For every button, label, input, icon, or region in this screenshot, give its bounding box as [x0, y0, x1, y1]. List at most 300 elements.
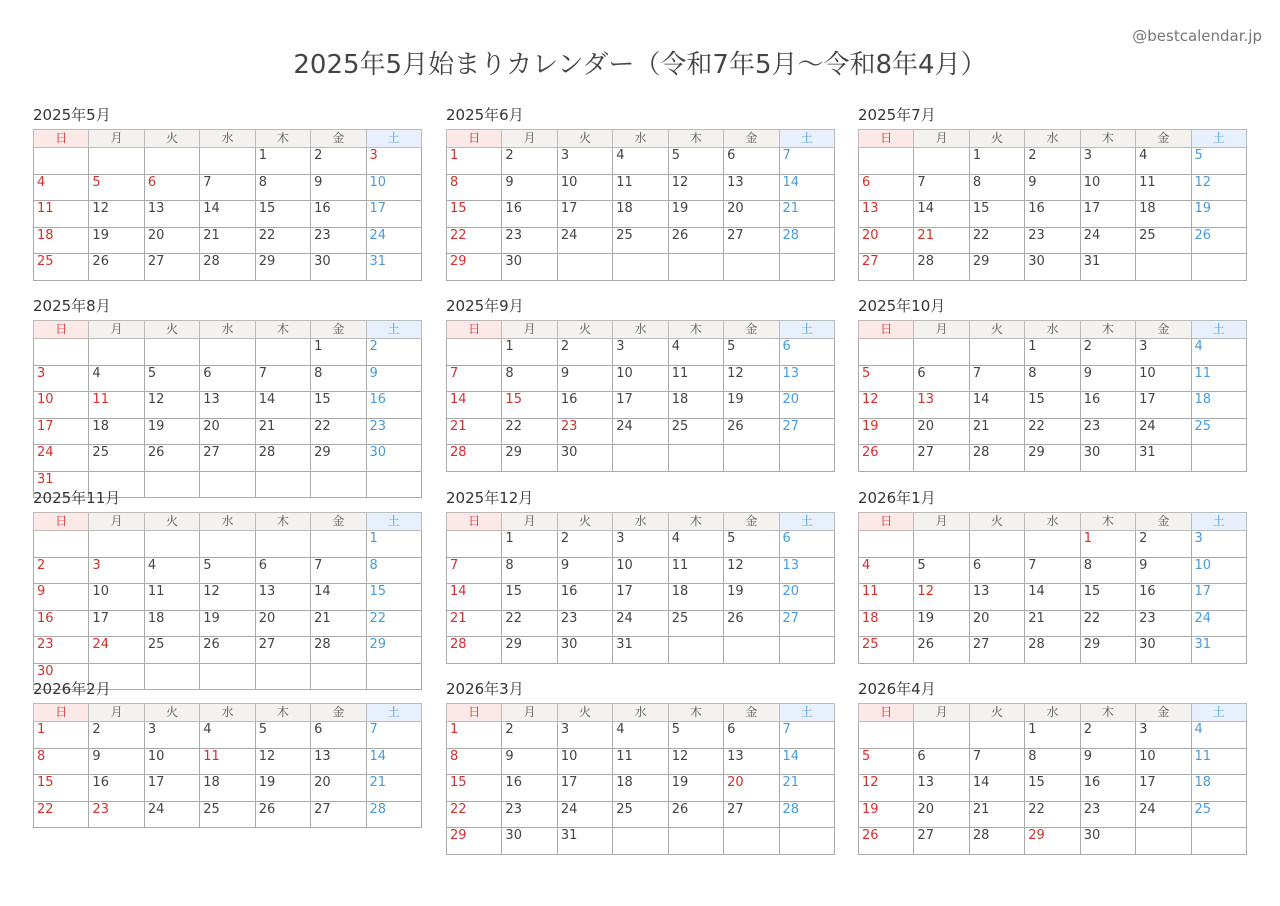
- weekday-header: 木: [668, 513, 723, 531]
- day-cell: 1: [447, 722, 502, 749]
- day-cell: 8: [34, 748, 89, 775]
- weekday-header: 木: [668, 321, 723, 339]
- day-cell: 7: [255, 365, 310, 392]
- day-cell: 12: [255, 748, 310, 775]
- day-cell: [724, 445, 779, 472]
- day-cell: 15: [366, 584, 421, 611]
- day-cell: 16: [1136, 584, 1191, 611]
- day-cell: 30: [34, 663, 89, 690]
- week-row: [447, 174, 835, 201]
- day-cell: [914, 339, 969, 366]
- weekday-header: 火: [969, 513, 1024, 531]
- week-row: [859, 531, 1247, 558]
- day-cell: 19: [668, 201, 723, 228]
- week-row: [34, 531, 422, 558]
- week-row: [34, 557, 422, 584]
- day-cell: 10: [89, 584, 144, 611]
- day-cell: 7: [447, 365, 502, 392]
- day-cell: 6: [779, 531, 834, 558]
- week-row: [859, 637, 1247, 664]
- day-cell: 11: [1191, 365, 1246, 392]
- day-cell: 4: [1191, 339, 1246, 366]
- day-cell: 13: [724, 748, 779, 775]
- day-cell: 24: [1080, 227, 1135, 254]
- day-cell: [779, 828, 834, 855]
- day-cell: 28: [779, 227, 834, 254]
- month-calendar: [33, 295, 422, 498]
- day-cell: 11: [859, 584, 914, 611]
- day-cell: 9: [34, 584, 89, 611]
- weekday-header: 日: [34, 130, 89, 148]
- day-cell: 30: [502, 254, 557, 281]
- day-cell: 10: [613, 557, 668, 584]
- weekday-header: 土: [779, 130, 834, 148]
- day-cell: [779, 445, 834, 472]
- weekday-header: 月: [502, 321, 557, 339]
- day-cell: [1191, 828, 1246, 855]
- day-cell: [859, 339, 914, 366]
- day-cell: [144, 531, 199, 558]
- day-cell: 29: [1080, 637, 1135, 664]
- day-cell: 28: [914, 254, 969, 281]
- week-row: [859, 254, 1247, 281]
- weekday-header: 土: [1191, 130, 1246, 148]
- day-cell: [724, 254, 779, 281]
- day-cell: [447, 339, 502, 366]
- day-cell: 12: [144, 392, 199, 419]
- day-cell: 5: [859, 365, 914, 392]
- day-cell: 5: [724, 531, 779, 558]
- day-cell: 9: [1025, 174, 1080, 201]
- day-cell: 9: [557, 365, 612, 392]
- month-calendar: [33, 104, 422, 281]
- day-cell: 7: [366, 722, 421, 749]
- week-row: [859, 148, 1247, 175]
- day-cell: 4: [144, 557, 199, 584]
- month-title: 2026年2月: [33, 680, 111, 698]
- day-cell: 11: [613, 174, 668, 201]
- weekday-header: 火: [557, 704, 612, 722]
- day-cell: 11: [1136, 174, 1191, 201]
- day-cell: 25: [613, 227, 668, 254]
- month-calendar: [33, 678, 422, 828]
- day-cell: 24: [366, 227, 421, 254]
- weekday-header: 日: [447, 130, 502, 148]
- day-cell: 10: [144, 748, 199, 775]
- weekday-header: 木: [255, 704, 310, 722]
- day-cell: 30: [366, 445, 421, 472]
- day-cell: 16: [34, 610, 89, 637]
- day-cell: [557, 254, 612, 281]
- day-cell: 29: [502, 637, 557, 664]
- day-cell: 14: [779, 748, 834, 775]
- day-cell: 23: [502, 227, 557, 254]
- day-cell: 8: [311, 365, 366, 392]
- weekday-header: 土: [779, 704, 834, 722]
- day-cell: 24: [1191, 610, 1246, 637]
- day-cell: 19: [144, 418, 199, 445]
- day-cell: 27: [200, 445, 255, 472]
- day-cell: 2: [1080, 722, 1135, 749]
- month-table: [446, 512, 835, 664]
- week-row: [859, 828, 1247, 855]
- day-cell: 21: [200, 227, 255, 254]
- day-cell: 14: [779, 174, 834, 201]
- month-title: 2026年1月: [858, 489, 936, 507]
- week-row: [34, 365, 422, 392]
- week-row: [447, 722, 835, 749]
- day-cell: 26: [255, 801, 310, 828]
- day-cell: 6: [724, 722, 779, 749]
- weekday-header: 火: [557, 513, 612, 531]
- day-cell: 14: [969, 775, 1024, 802]
- day-cell: 3: [1191, 531, 1246, 558]
- weekday-header: 火: [144, 513, 199, 531]
- weekday-header: 金: [1136, 513, 1191, 531]
- day-cell: [34, 531, 89, 558]
- weekday-header: 木: [668, 704, 723, 722]
- day-cell: 25: [34, 254, 89, 281]
- day-cell: [34, 339, 89, 366]
- month-calendar: [33, 487, 422, 690]
- day-cell: 26: [89, 254, 144, 281]
- day-cell: 11: [613, 748, 668, 775]
- weekday-header: 土: [1191, 321, 1246, 339]
- day-cell: 31: [613, 637, 668, 664]
- day-cell: 26: [724, 418, 779, 445]
- day-cell: 22: [502, 610, 557, 637]
- week-row: [859, 610, 1247, 637]
- weekday-header: 月: [502, 704, 557, 722]
- day-cell: 25: [613, 801, 668, 828]
- day-cell: 31: [366, 254, 421, 281]
- day-cell: [969, 531, 1024, 558]
- day-cell: [859, 722, 914, 749]
- week-row: [447, 637, 835, 664]
- day-cell: 31: [34, 471, 89, 498]
- day-cell: [859, 531, 914, 558]
- day-cell: 1: [447, 148, 502, 175]
- day-cell: 29: [255, 254, 310, 281]
- day-cell: 8: [447, 748, 502, 775]
- weekday-header: 日: [859, 321, 914, 339]
- day-cell: 7: [447, 557, 502, 584]
- day-cell: 26: [200, 637, 255, 664]
- week-row: [34, 801, 422, 828]
- day-cell: 25: [668, 418, 723, 445]
- week-row: [34, 584, 422, 611]
- day-cell: 2: [1025, 148, 1080, 175]
- weekday-header: 水: [613, 321, 668, 339]
- week-row: [859, 418, 1247, 445]
- day-cell: [1191, 254, 1246, 281]
- day-cell: 29: [366, 637, 421, 664]
- day-cell: 25: [144, 637, 199, 664]
- day-cell: 29: [447, 828, 502, 855]
- month-calendar: [446, 104, 835, 281]
- day-cell: 17: [144, 775, 199, 802]
- day-cell: 3: [34, 365, 89, 392]
- week-row: [859, 339, 1247, 366]
- day-cell: 22: [969, 227, 1024, 254]
- day-cell: 31: [1191, 637, 1246, 664]
- day-cell: 27: [724, 801, 779, 828]
- week-row: [859, 227, 1247, 254]
- day-cell: 20: [859, 227, 914, 254]
- month-title: 2025年5月: [33, 106, 111, 124]
- day-cell: 28: [969, 445, 1024, 472]
- day-cell: 16: [502, 775, 557, 802]
- day-cell: 16: [366, 392, 421, 419]
- weekday-header: 火: [144, 130, 199, 148]
- day-cell: 2: [557, 531, 612, 558]
- weekday-header: 土: [366, 130, 421, 148]
- day-cell: 3: [1080, 148, 1135, 175]
- day-cell: 1: [255, 148, 310, 175]
- day-cell: 13: [255, 584, 310, 611]
- day-cell: 18: [1136, 201, 1191, 228]
- weekday-header: 水: [613, 513, 668, 531]
- weekday-header: 金: [1136, 321, 1191, 339]
- day-cell: 4: [89, 365, 144, 392]
- day-cell: 25: [89, 445, 144, 472]
- day-cell: 4: [1191, 722, 1246, 749]
- day-cell: 4: [34, 174, 89, 201]
- day-cell: 14: [914, 201, 969, 228]
- weekday-header: 水: [613, 704, 668, 722]
- day-cell: 8: [502, 365, 557, 392]
- day-cell: 13: [144, 201, 199, 228]
- day-cell: [969, 339, 1024, 366]
- day-cell: 8: [447, 174, 502, 201]
- month-table: [446, 129, 835, 281]
- day-cell: 12: [859, 392, 914, 419]
- day-cell: 23: [366, 418, 421, 445]
- day-cell: 26: [1191, 227, 1246, 254]
- day-cell: [255, 531, 310, 558]
- day-cell: 24: [613, 610, 668, 637]
- day-cell: 5: [89, 174, 144, 201]
- day-cell: 17: [613, 392, 668, 419]
- day-cell: [200, 531, 255, 558]
- day-cell: 16: [89, 775, 144, 802]
- day-cell: 3: [557, 148, 612, 175]
- day-cell: 2: [89, 722, 144, 749]
- month-table: [33, 320, 422, 498]
- day-cell: [144, 339, 199, 366]
- day-cell: [668, 637, 723, 664]
- day-cell: 19: [200, 610, 255, 637]
- day-cell: 19: [859, 418, 914, 445]
- day-cell: 27: [859, 254, 914, 281]
- day-cell: 4: [613, 722, 668, 749]
- month-title: 2025年10月: [858, 297, 946, 315]
- day-cell: 20: [200, 418, 255, 445]
- day-cell: 20: [779, 392, 834, 419]
- day-cell: 27: [969, 637, 1024, 664]
- day-cell: 18: [613, 775, 668, 802]
- day-cell: 15: [1025, 775, 1080, 802]
- day-cell: 26: [724, 610, 779, 637]
- day-cell: 22: [366, 610, 421, 637]
- week-row: [859, 775, 1247, 802]
- day-cell: 8: [366, 557, 421, 584]
- day-cell: [613, 254, 668, 281]
- day-cell: 6: [914, 365, 969, 392]
- day-cell: 4: [613, 148, 668, 175]
- day-cell: 21: [969, 801, 1024, 828]
- day-cell: 28: [779, 801, 834, 828]
- day-cell: 15: [447, 201, 502, 228]
- day-cell: 21: [914, 227, 969, 254]
- day-cell: 13: [914, 392, 969, 419]
- weekday-header: 日: [859, 704, 914, 722]
- day-cell: 20: [914, 418, 969, 445]
- day-cell: 18: [89, 418, 144, 445]
- day-cell: 5: [724, 339, 779, 366]
- week-row: [447, 392, 835, 419]
- day-cell: 28: [255, 445, 310, 472]
- day-cell: [779, 254, 834, 281]
- day-cell: 14: [447, 584, 502, 611]
- day-cell: 21: [969, 418, 1024, 445]
- day-cell: 1: [1025, 339, 1080, 366]
- day-cell: 28: [969, 828, 1024, 855]
- day-cell: 19: [255, 775, 310, 802]
- day-cell: 19: [724, 392, 779, 419]
- day-cell: 21: [779, 201, 834, 228]
- day-cell: 13: [724, 174, 779, 201]
- weekday-header: 水: [200, 513, 255, 531]
- week-row: [34, 418, 422, 445]
- day-cell: [1136, 828, 1191, 855]
- day-cell: 6: [914, 748, 969, 775]
- day-cell: 19: [668, 775, 723, 802]
- week-row: [34, 254, 422, 281]
- month-title: 2025年12月: [446, 489, 534, 507]
- day-cell: 22: [255, 227, 310, 254]
- day-cell: 2: [311, 148, 366, 175]
- week-row: [34, 392, 422, 419]
- day-cell: 23: [34, 637, 89, 664]
- month-title: 2026年4月: [858, 680, 936, 698]
- day-cell: 25: [668, 610, 723, 637]
- day-cell: 12: [668, 748, 723, 775]
- day-cell: 17: [1136, 775, 1191, 802]
- day-cell: 13: [311, 748, 366, 775]
- week-row: [859, 722, 1247, 749]
- month-title: 2025年6月: [446, 106, 524, 124]
- day-cell: 13: [859, 201, 914, 228]
- day-cell: 5: [859, 748, 914, 775]
- day-cell: 2: [557, 339, 612, 366]
- week-row: [447, 339, 835, 366]
- day-cell: 16: [557, 584, 612, 611]
- weekday-header: 日: [447, 321, 502, 339]
- weekday-header: 月: [914, 321, 969, 339]
- day-cell: 12: [89, 201, 144, 228]
- day-cell: 19: [859, 801, 914, 828]
- week-row: [34, 339, 422, 366]
- weekday-header: 木: [1080, 130, 1135, 148]
- day-cell: 4: [1136, 148, 1191, 175]
- month-calendar: [446, 678, 835, 855]
- day-cell: 18: [1191, 392, 1246, 419]
- month-calendar: [858, 487, 1247, 664]
- month-table: [33, 703, 422, 828]
- day-cell: 3: [1136, 339, 1191, 366]
- day-cell: 18: [1191, 775, 1246, 802]
- day-cell: 17: [34, 418, 89, 445]
- day-cell: [1191, 445, 1246, 472]
- week-row: [447, 801, 835, 828]
- day-cell: [668, 828, 723, 855]
- day-cell: 29: [311, 445, 366, 472]
- site-credit: @bestcalendar.jp: [1132, 27, 1262, 45]
- week-row: [447, 365, 835, 392]
- week-row: [34, 148, 422, 175]
- day-cell: 18: [200, 775, 255, 802]
- day-cell: 11: [34, 201, 89, 228]
- day-cell: 23: [1136, 610, 1191, 637]
- day-cell: 7: [1025, 557, 1080, 584]
- day-cell: 9: [502, 748, 557, 775]
- day-cell: 14: [200, 201, 255, 228]
- day-cell: 9: [1080, 748, 1135, 775]
- day-cell: 10: [1191, 557, 1246, 584]
- week-row: [34, 722, 422, 749]
- day-cell: 29: [447, 254, 502, 281]
- month-table: [446, 320, 835, 472]
- month-title: 2025年8月: [33, 297, 111, 315]
- day-cell: 23: [311, 227, 366, 254]
- weekday-header: 火: [969, 704, 1024, 722]
- weekday-header: 金: [1136, 130, 1191, 148]
- day-cell: 4: [668, 531, 723, 558]
- weekday-header: 月: [89, 513, 144, 531]
- day-cell: 6: [779, 339, 834, 366]
- day-cell: [1136, 254, 1191, 281]
- day-cell: [144, 148, 199, 175]
- day-cell: 22: [34, 801, 89, 828]
- day-cell: 15: [34, 775, 89, 802]
- day-cell: 24: [557, 227, 612, 254]
- weekday-header: 土: [366, 321, 421, 339]
- month-table: [858, 703, 1247, 855]
- day-cell: 10: [1136, 365, 1191, 392]
- day-cell: 15: [502, 392, 557, 419]
- day-cell: 13: [969, 584, 1024, 611]
- day-cell: 15: [255, 201, 310, 228]
- day-cell: 20: [724, 201, 779, 228]
- day-cell: 23: [1080, 801, 1135, 828]
- week-row: [447, 557, 835, 584]
- day-cell: 14: [969, 392, 1024, 419]
- weekday-header: 月: [502, 130, 557, 148]
- day-cell: 17: [613, 584, 668, 611]
- day-cell: 12: [914, 584, 969, 611]
- day-cell: 6: [144, 174, 199, 201]
- day-cell: 9: [311, 174, 366, 201]
- day-cell: 3: [557, 722, 612, 749]
- day-cell: [914, 531, 969, 558]
- weekday-header: 水: [200, 321, 255, 339]
- day-cell: 25: [1136, 227, 1191, 254]
- week-row: [34, 748, 422, 775]
- month-table: [33, 512, 422, 690]
- day-cell: 30: [502, 828, 557, 855]
- month-table: [858, 512, 1247, 664]
